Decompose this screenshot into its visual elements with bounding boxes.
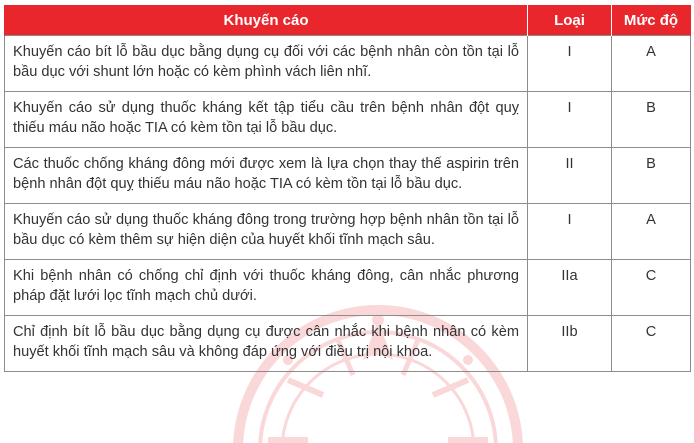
table-row: [5, 316, 691, 372]
recommendation-level: B: [612, 92, 691, 148]
table-row: [5, 260, 691, 316]
recommendation-text: Khuyến cáo sử dụng thuốc kháng đông trong trường hợp bệnh nhân tồn tại lỗ bầu dục có kèm thêm sự hiện diện của huyết khối tĩnh mạch sâu.: [5, 204, 528, 260]
table-row: [5, 36, 691, 92]
table-row: [5, 148, 691, 204]
recommendation-text: Khi bệnh nhân có chống chỉ định với thuốc kháng đông, cân nhắc phương pháp đặt lưới lọc tĩnh mạch chủ dưới.: [5, 260, 528, 316]
recommendation-level: C: [612, 260, 691, 316]
header-class: Loại: [528, 5, 612, 36]
recommendation-table: [4, 5, 691, 372]
recommendation-level: A: [612, 204, 691, 260]
recommendation-text: Chỉ định bít lỗ bầu dục bằng dụng cụ được cân nhắc khi bệnh nhân có kèm huyết khối tĩnh mạch sâu và không đáp ứng với điều trị nội khoa.: [5, 316, 528, 372]
recommendation-level: B: [612, 148, 691, 204]
recommendation-class: I: [528, 92, 612, 148]
table-row: [5, 204, 691, 260]
header-recommendation: Khuyến cáo: [5, 5, 528, 36]
recommendation-class: I: [528, 204, 612, 260]
recommendation-level: A: [612, 36, 691, 92]
recommendation-class: IIa: [528, 260, 612, 316]
table-header-row: [5, 5, 691, 36]
recommendation-class: I: [528, 36, 612, 92]
header-level: Mức độ: [612, 5, 691, 36]
recommendation-class: II: [528, 148, 612, 204]
recommendation-level: C: [612, 316, 691, 372]
recommendation-text: Các thuốc chống kháng đông mới được xem là lựa chọn thay thế aspirin trên bệnh nhân đột quỵ thiếu máu não hoặc TIA có kèm tồn tại lỗ bầu dục.: [5, 148, 528, 204]
table-row: [5, 92, 691, 148]
recommendation-text: Khuyến cáo bít lỗ bầu dục bằng dụng cụ đối với các bệnh nhân còn tồn tại lỗ bầu dục với shunt lớn hoặc có kèm phình vách liên nhĩ.: [5, 36, 528, 92]
recommendation-text: Khuyến cáo sử dụng thuốc kháng kết tập tiểu cầu trên bệnh nhân đột quỵ thiếu máu não hoặc TIA có kèm tồn tại lỗ bầu dục.: [5, 92, 528, 148]
recommendation-class: IIb: [528, 316, 612, 372]
